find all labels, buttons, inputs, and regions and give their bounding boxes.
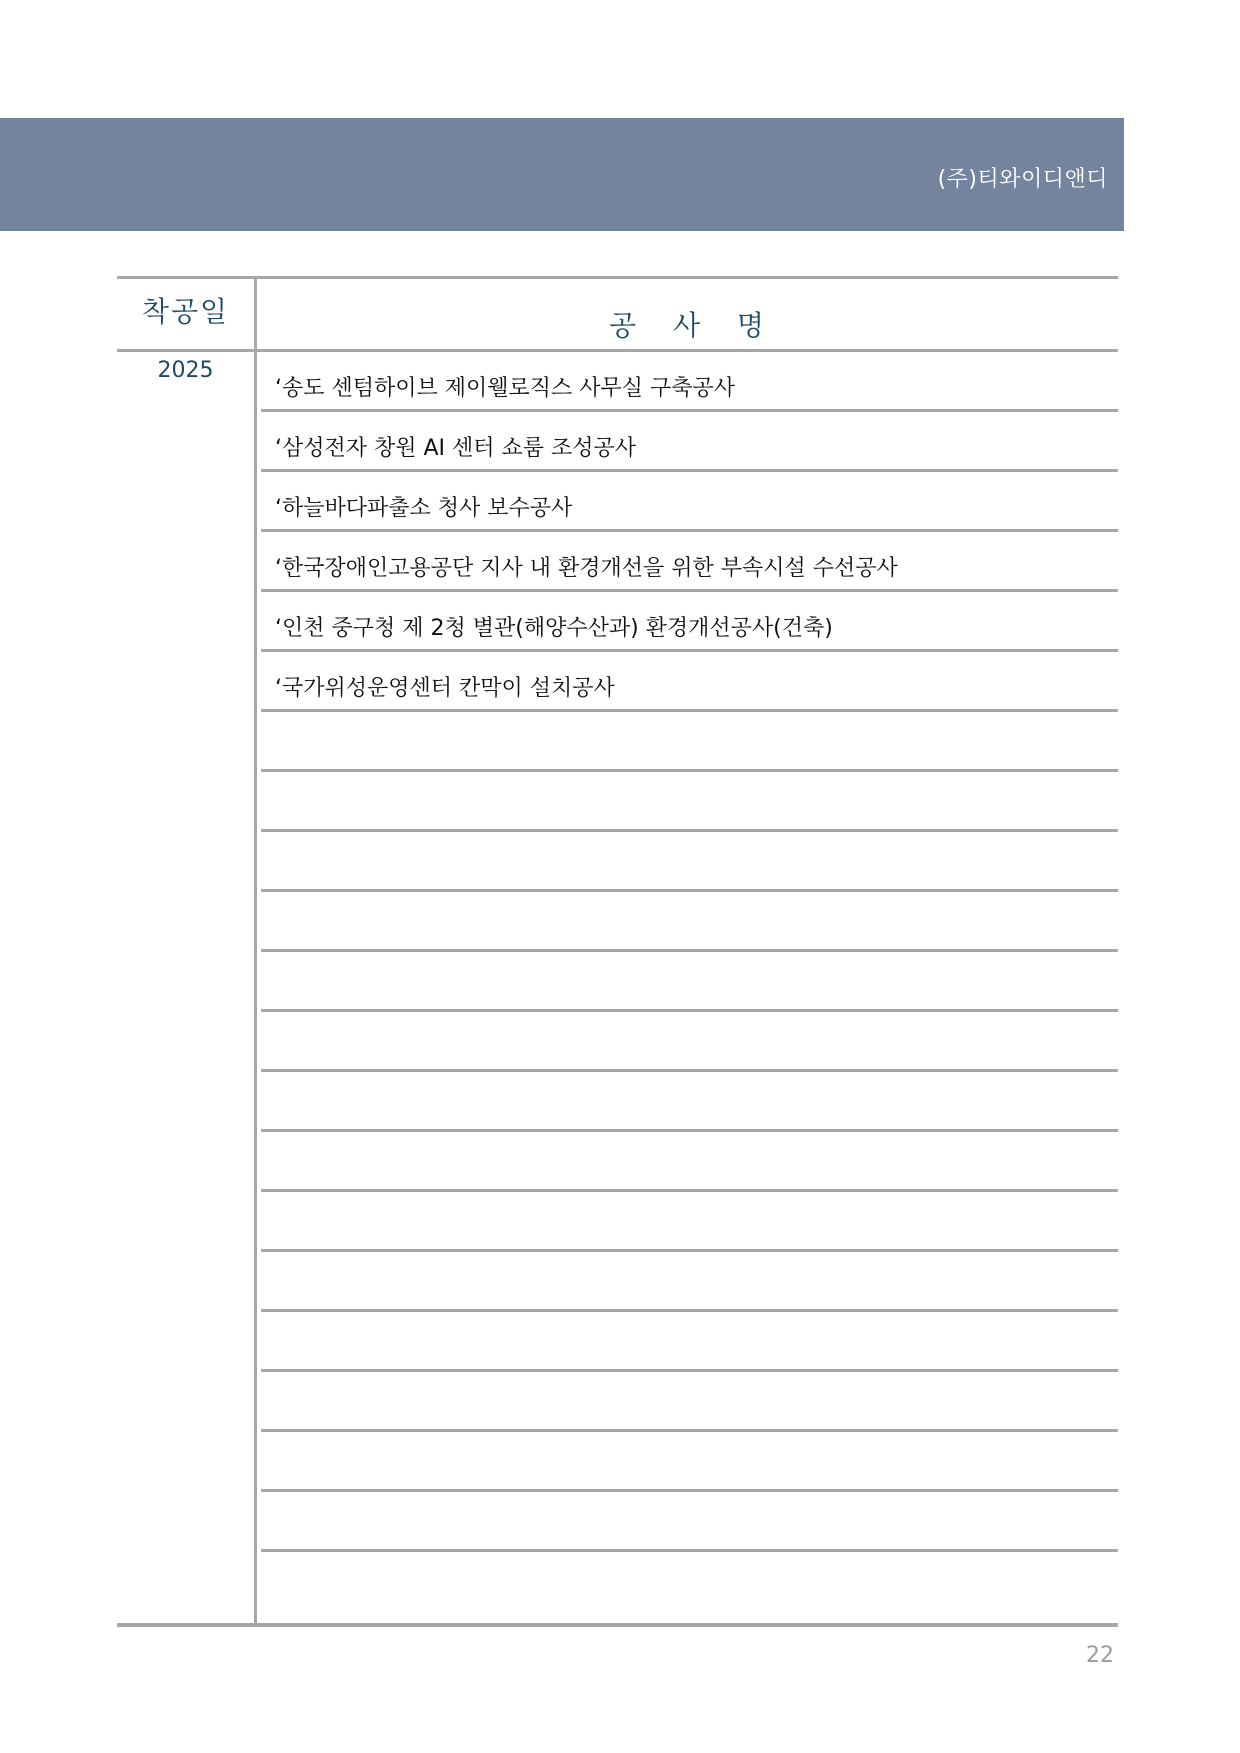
column-header-project-name: 공 사 명 [609, 309, 766, 342]
project-name: ‘삼성전자 창원 AI 센터 쇼룸 조성공사 [275, 436, 637, 461]
table-row [261, 412, 1118, 472]
table-row [261, 1072, 1118, 1132]
project-name: ‘하늘바다파출소 청사 보수공사 [275, 496, 573, 521]
table-bottom-rule [117, 1623, 1118, 1627]
table-row [261, 1492, 1118, 1552]
project-name: ‘한국장애인고용공단 지사 내 환경개선을 위한 부속시설 수선공사 [275, 556, 898, 581]
year-label: 2025 [157, 358, 214, 383]
project-name: ‘국가위성운영센터 칸막이 설치공사 [275, 676, 615, 701]
column-divider [254, 276, 257, 1627]
table-row [261, 1372, 1118, 1432]
table-row [261, 1552, 1118, 1623]
table-row [261, 832, 1118, 892]
table-row [261, 892, 1118, 952]
column-header-start-date: 착공일 [141, 295, 230, 328]
page-number: 22 [1086, 1643, 1114, 1668]
table-row [261, 352, 1118, 412]
project-name: ‘송도 센텀하이브 제이웰로직스 사무실 구축공사 [275, 376, 736, 401]
table-row [261, 652, 1118, 712]
project-table [117, 276, 1118, 1627]
table-row [261, 1012, 1118, 1072]
table-row [261, 712, 1118, 772]
project-rows [261, 352, 1118, 1623]
table-row [261, 1432, 1118, 1492]
table-row [261, 1252, 1118, 1312]
table-row [261, 532, 1118, 592]
table-row [261, 772, 1118, 832]
table-row [261, 1192, 1118, 1252]
header-band [0, 118, 1124, 231]
table-row [261, 472, 1118, 532]
table-row [261, 952, 1118, 1012]
table-top-rule [117, 276, 1118, 279]
project-name: ‘인천 중구청 제 2청 별관(해양수산과) 환경개선공사(건축) [275, 616, 833, 641]
table-row [261, 1132, 1118, 1192]
table-row [261, 592, 1118, 652]
company-name: (주)티와이디앤디 [937, 167, 1108, 192]
table-row [261, 1312, 1118, 1372]
